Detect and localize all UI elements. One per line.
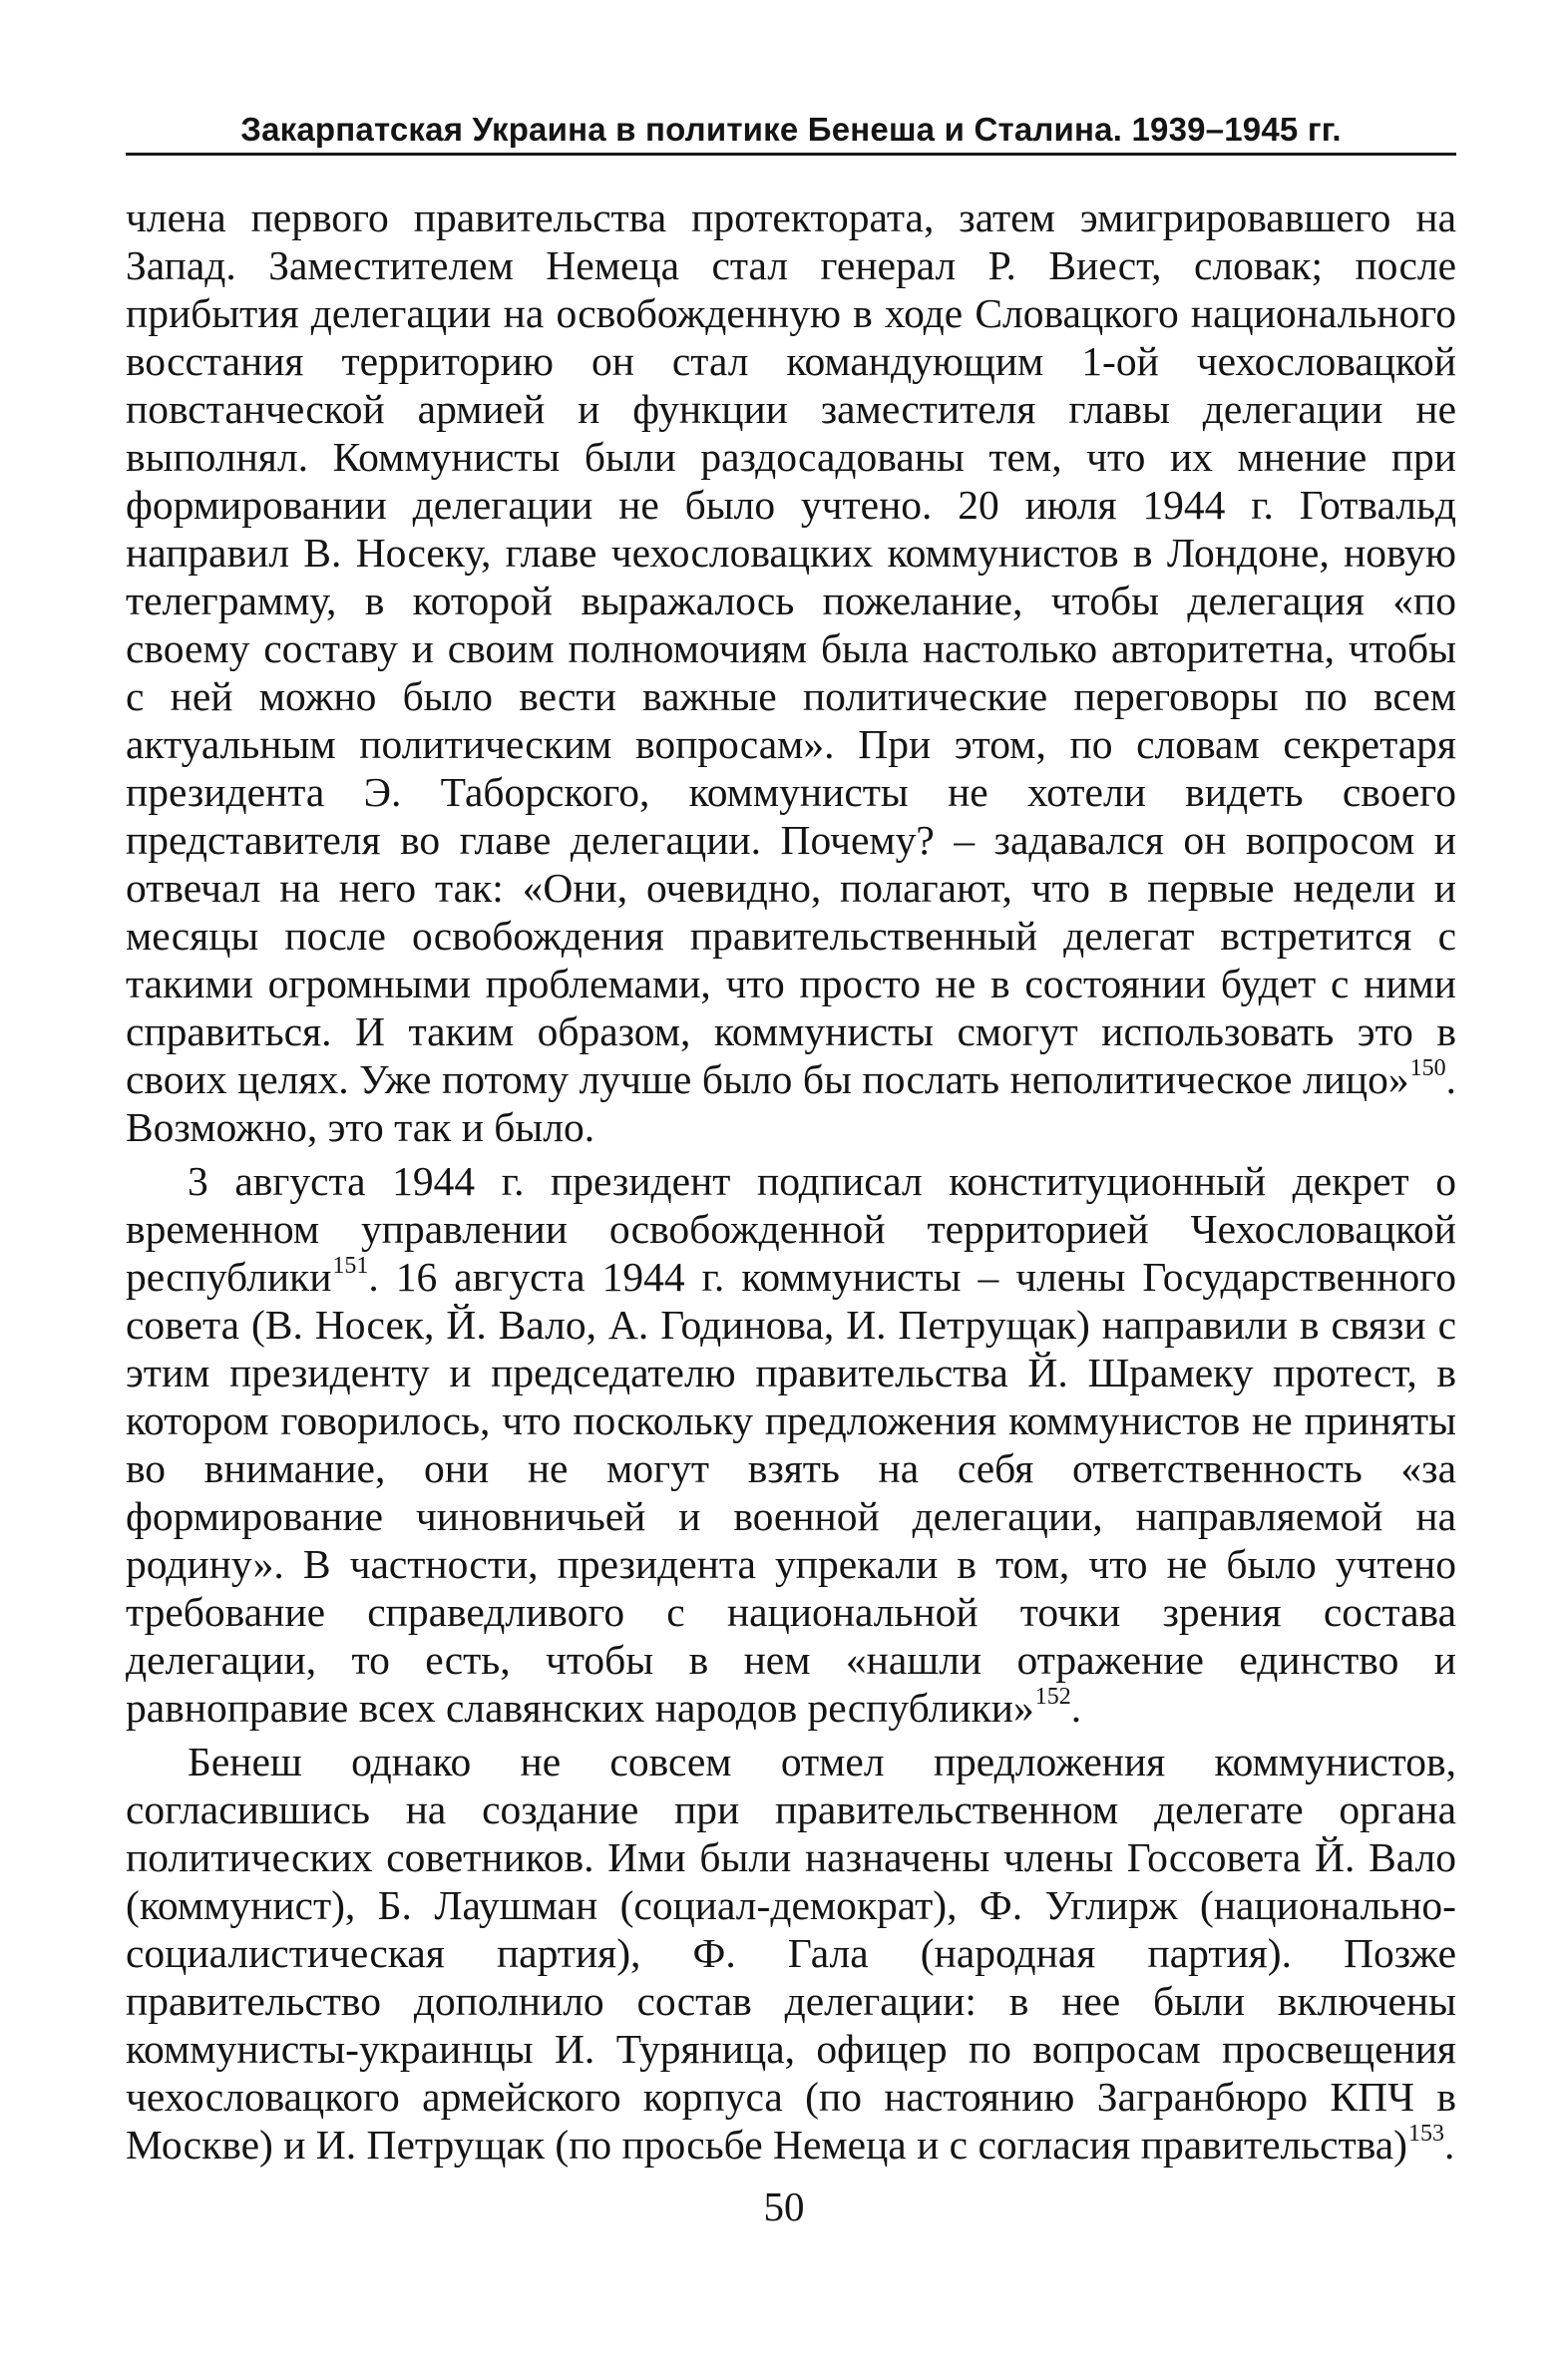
paragraph-1 [126,194,1456,1151]
paragraph-3 [126,1738,1456,2169]
body-text [126,194,1456,2169]
paragraph-2-text-a: 3 августа 1944 г. президент подписал конституционный декрет о временном управлении освобожденной территорией Чехословацкой республики [126,1158,1456,1300]
paragraph-2-text-b: . 16 августа 1944 г. коммунисты – члены Государственного совета (В. Носек, Й. Вало, А. Годинова, И. Петрущак) направили в связи с этим президенту и председателю правительства Й. Шрамеку протест, в котором говорилось, что поскольку предложения коммунистов не приняты во внимание, они не могут взять на себя ответственность «за формирование чиновничьей и военной делегации, направляемой на родину». В частности, президента упрекали в том, что не было учтено требование справедливого с национальной точки зрения состава делегации, то есть, чтобы в нем «нашли отражение единство и равноправие всех славянских народов республики» [126,1254,1456,1731]
paragraph-2-text-c: . [1070,1685,1082,1731]
footnote-ref-151: 151 [332,1253,369,1279]
paragraph-1-text-a: члена первого правительства протектората, затем эмигрировавшего на Запад. Заместителем Немеца стал генерал Р. Виест, словак; после прибытия делегации на освобожденную в ходе Словацкого национального восстания территорию он стал командующим 1-ой чехословацкой повстанческой армией и функции заместителя главы делегации не выполнял. Коммунисты были раздосадованы тем, что их мнение при формировании делегации не было учтено. 20 июля 1944 г. Готвальд направил В. Носеку, главе чехословацких коммунистов в Лондоне, новую телеграмму, в которой выражалось пожелание, чтобы делегация «по своему составу и своим полномочиям была настолько авторитетна, чтобы с ней можно было вести важные политические переговоры по всем актуальным политическим вопросам». При этом, по словам секретаря президента Э. Таборского, коммунисты не хотели видеть своего представителя во главе делегации. Почему? – задавался он вопросом и отвечал на него так: «Они, очевидно, полагают, что в первые недели и месяцы после освобождения правительственный делегат встретится с такими огромными проблемами, что просто не в состоянии будет с ними справиться. И таким образом, коммунисты смогут использовать это в своих целях. Уже потому лучше было бы послать неполитическое лицо» [126,195,1456,1102]
page-number: 50 [763,2183,805,2229]
footnote-ref-150: 150 [1409,1055,1446,1081]
book-page [126,110,1456,2169]
paragraph-3-text-b: . [1443,2122,1455,2168]
paragraph-2 [126,1157,1456,1732]
running-header: Закарпатская Украина в политике Бенеша и Сталина. 1939–1945 гг. [126,110,1456,156]
footnote-ref-153: 153 [1407,2121,1444,2147]
paragraph-3-text-a: Бенеш однако не совсем отмел предложения коммунистов, согласившись на создание при правительственном делегате органа политических советников. Ими были назначены члены Госсовета Й. Вало (коммунист), Б. Лаушман (социал-демократ), Ф. Углирж (национально-социалистическая партия), Ф. Гала (народная партия). Позже правительство дополнило состав делегации: в нее были включены коммунисты-украинцы И. Туряница, офицер по вопросам просвещения чехословацкого армейского корпуса (по настоянию Загранбюро КПЧ в Москве) и И. Петрущак (по просьбе Немеца и с согласия правительства) [126,1739,1456,2168]
paragraph-1-text-b: . Возможно, это так и было. [126,1056,1456,1150]
footnote-ref-152: 152 [1034,1684,1071,1710]
